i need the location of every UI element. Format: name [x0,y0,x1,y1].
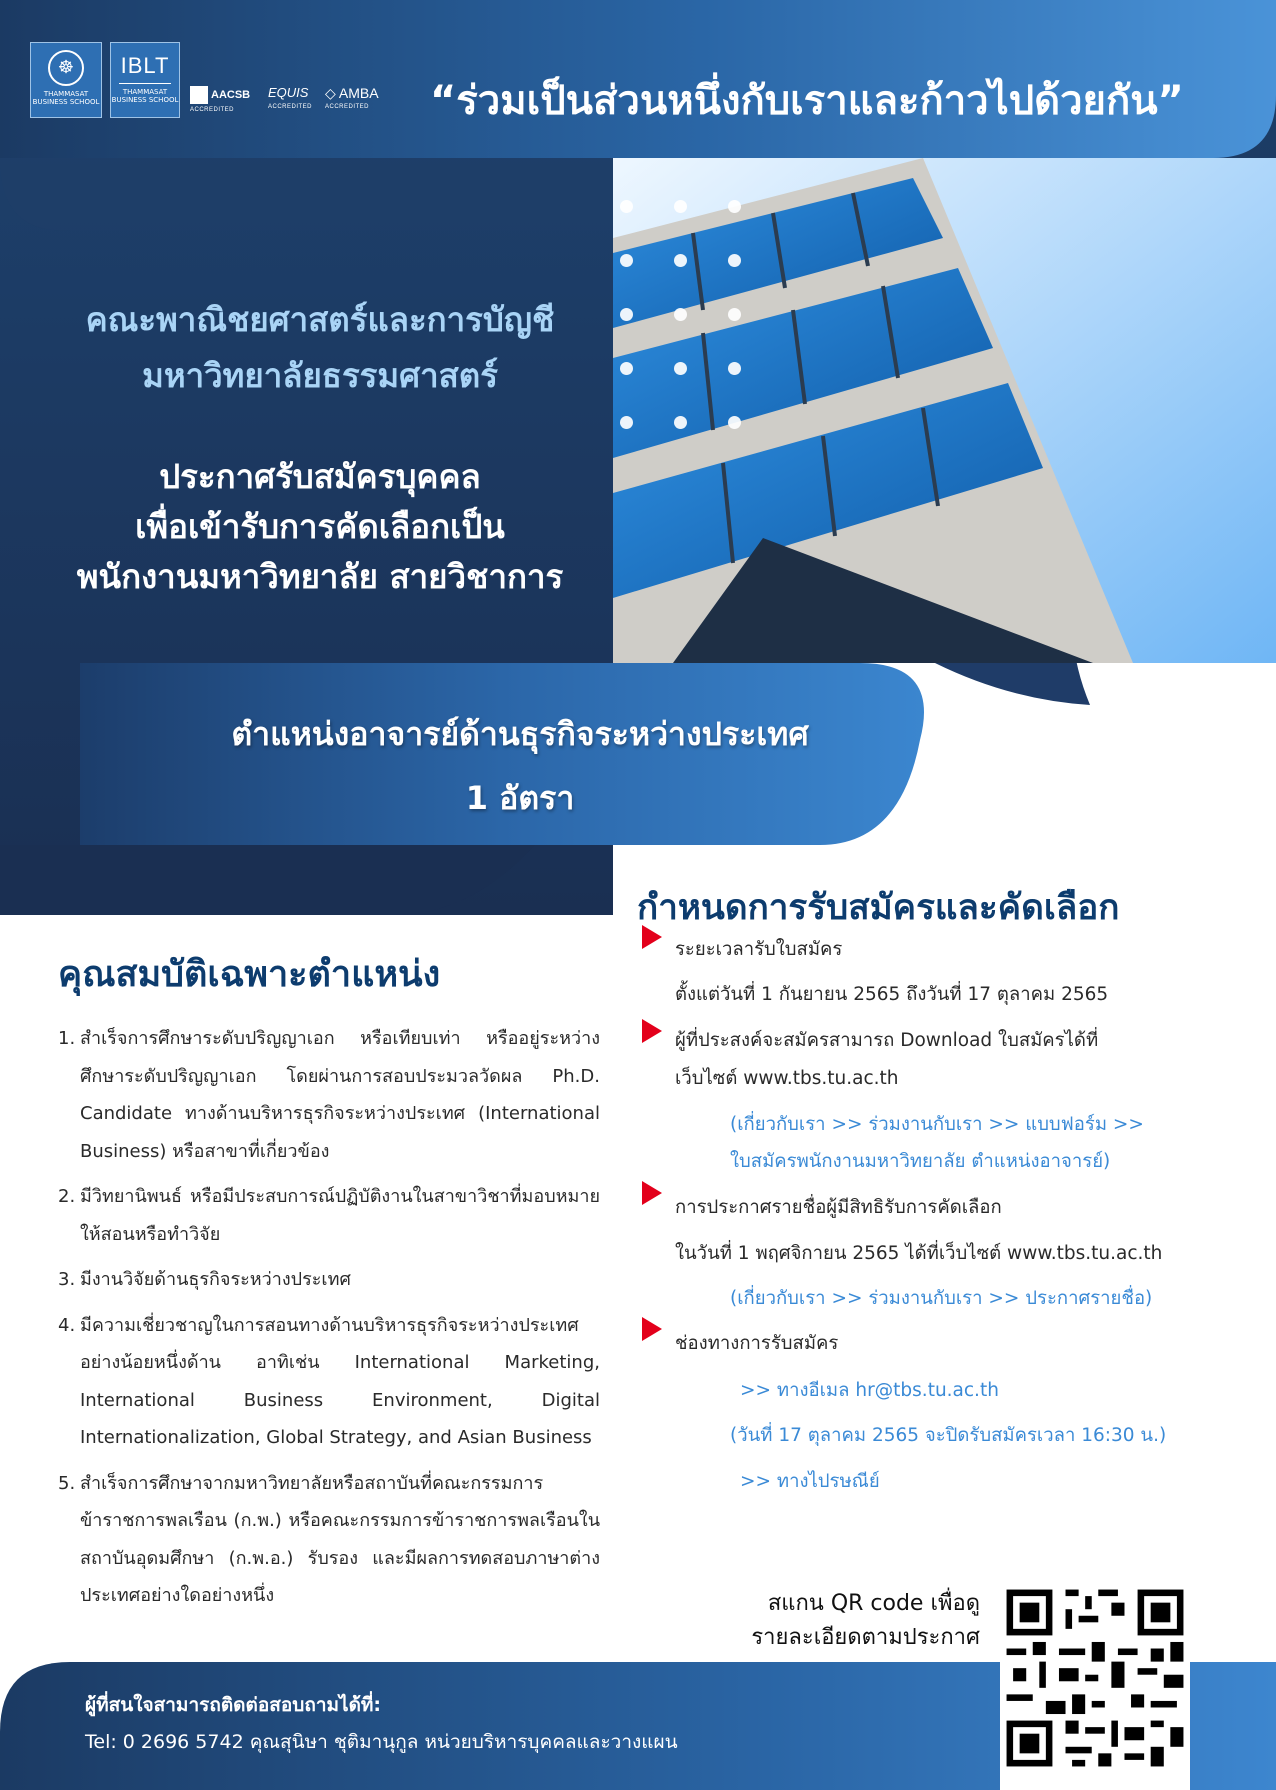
list-item: 4. มีความเชี่ยวชาญในการสอนทางด้านบริหารธุรกิจระหว่างประเทศอย่างน้อยหนึ่งด้าน อาทิเช่น International Marketing, International Business Environment, Digital Internationalization, Global Strategy, and Asian Business [58,1314,600,1448]
red-triangle-icon [642,1019,662,1043]
thammasat-logo [30,42,102,118]
red-triangle-icon [642,925,662,949]
building-photo [613,158,1276,663]
iblt-logo [110,42,180,118]
position-count: 1 อัตรา [465,779,575,817]
download-website[interactable]: เว็บไซต์ www.tbs.tu.ac.th [675,1068,899,1089]
download-path-line1: (เกี่ยวกับเรา >> ร่วมงานกับเรา >> แบบฟอร์ม >> [730,1114,1144,1135]
download-path-line2: ใบสมัครพนักงานมหาวิทยาลัย ตำแหน่งอาจารย์) [730,1151,1111,1172]
iblt-logo-title: IBLT [120,53,170,78]
result-label: การประกาศรายชื่อผู้มีสิทธิรับการคัดเลือก [675,1197,1002,1218]
download-line1: ผู้ที่ประสงค์จะสมัครสามารถ Download ใบสมัครได้ที่ [675,1030,1099,1051]
position-title: ตำแหน่งอาจารย์ด้านธุรกิจระหว่างประเทศ [231,715,809,753]
aacsb-logo-icon [190,86,208,104]
iblt-logo-text: THAMMASAT BUSINESS SCHOOL [111,88,179,104]
list-item: 1. สำเร็จการศึกษาระดับปริญญาเอก หรือเทียบเท่า หรืออยู่ระหว่างศึกษาระดับปริญญาเอก โดยผ่านการสอบประมวลวัดผล Ph.D. Candidate ทางด้านบริหารธุรกิจระหว่างประเทศ (International Business) หรือสาขาที่เกี่ยวข้อง [58,1028,600,1162]
tagline: “ร่วมเป็นส่วนหนึ่งกับเราและก้าวไปด้วยกัน” [430,78,1184,124]
amba-diamond-icon: ◇ [325,85,336,101]
thammasat-logo-text: THAMMASAT BUSINESS SCHOOL [32,90,100,106]
contact-heading: ผู้ที่สนใจสามารถติดต่อสอบถามได้ที่: [85,1694,382,1716]
aacsb-badge: AACSB ACCREDITED [190,86,250,116]
period-value: ตั้งแต่วันที่ 1 กันยายน 2565 ถึงวันที่ 17 ตุลาคม 2565 [675,984,1109,1005]
qr-code-icon [1000,1583,1190,1773]
schedule-title: กำหนดการรับสมัครและคัดเลือก [637,888,1120,928]
announcement-heading: ประกาศรับสมัครบุคคล เพื่อเข้ารับการคัดเลือกเป็น พนักงานมหาวิทยาลัย สายวิชาการ [76,457,564,596]
result-value[interactable]: ในวันที่ 1 พฤศจิกายน 2565 ได้ที่เว็บไซต์ www.tbs.tu.ac.th [675,1243,1163,1264]
amba-badge: ◇ AMBA ACCREDITED [325,85,379,110]
list-item: 3. มีงานวิจัยด้านธุรกิจระหว่างประเทศ [58,1269,351,1290]
channel-label: ช่องทางการรับสมัคร [675,1333,839,1354]
channel-post: >> ทางไปรษณีย์ [740,1471,880,1492]
qr-caption: สแกน QR code เพื่อดู รายละเอียดตามประกาศ [751,1591,980,1650]
channel-note: (วันที่ 17 ตุลาคม 2565 จะปิดรับสมัครเวลา 16:30 น.) [730,1425,1167,1446]
equis-badge: EQUIS ACCREDITED [268,85,313,110]
red-triangle-icon [642,1317,662,1341]
red-triangle-icon [642,1181,662,1205]
qualifications-title: คุณสมบัติเฉพาะตำแหน่ง [58,954,441,995]
position-banner [120,702,920,830]
list-item: 5. สำเร็จการศึกษาจากมหาวิทยาลัยหรือสถาบันที่คณะกรรมการข้าราชการพลเรือน (ก.พ.) หรือคณะกรรมการข้าราชการพลเรือนในสถาบันอุดมศึกษา (ก.พ.อ.) รับรอง และมีผลการทดสอบภาษาต่างประเทศอย่างใดอย่างหนึ่ง [58,1472,600,1606]
thammasat-seal-icon: ☸ [48,50,84,86]
faculty-name: คณะพาณิชยศาสตร์และการบัญชี มหาวิทยาลัยธรรมศาสตร์ [85,300,555,395]
period-label: ระยะเวลารับใบสมัคร [675,939,843,960]
contact-details: Tel: 0 2696 5742 คุณสุนิษา ชุติมานุกูล หน่วยบริหารบุคคลและวางแผน [85,1731,678,1753]
list-item: 2. มีวิทยานิพนธ์ หรือมีประสบการณ์ปฏิบัติงานในสาขาวิชาที่มอบหมายให้สอนหรือทำวิจัย [58,1186,600,1245]
result-path: (เกี่ยวกับเรา >> ร่วมงานกับเรา >> ประกาศรายชื่อ) [730,1288,1153,1309]
qr-code[interactable] [1000,1565,1190,1790]
channel-email[interactable]: >> ทางอีเมล hr@tbs.tu.ac.th [740,1380,999,1401]
qualifications-list [58,1020,600,1623]
